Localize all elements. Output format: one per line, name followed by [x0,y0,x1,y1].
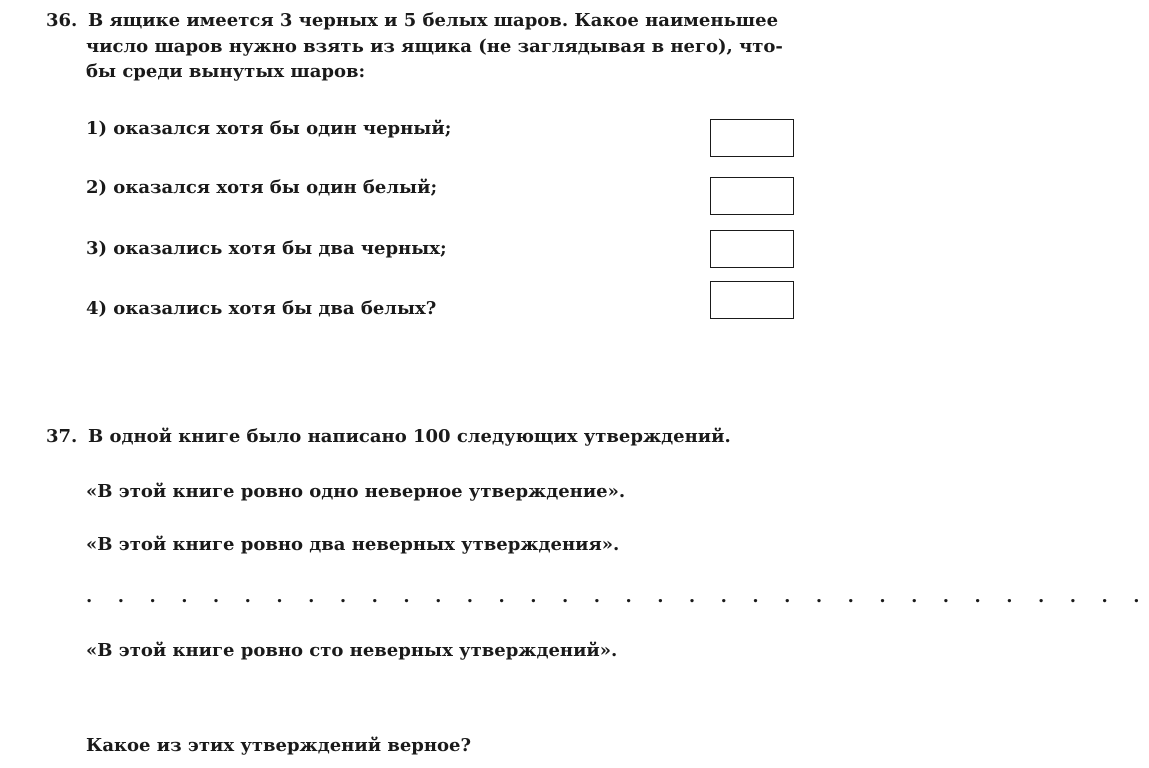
answer-box-2[interactable] [710,177,794,215]
problem-36-text-line-2: число шаров нужно взять из ящика (не заглядывая в него), что- [86,36,783,57]
problem-36-item-2: 2) оказался хотя бы один белый; [86,177,438,198]
problem-37-number: 37. [46,426,78,447]
answer-box-3[interactable] [710,230,794,268]
problem-36-item-1: 1) оказался хотя бы один черный; [86,118,452,139]
problem-37-intro: В одной книге было написано 100 следующих утверждений. [88,426,731,447]
problem-36-item-3: 3) оказались хотя бы два черных; [86,238,447,259]
problem-36-text-line-3: бы среди вынутых шаров: [86,61,366,82]
ellipsis-row: . . . . . . . . . . . . . . . . . . . . . . . . . . . . . . . . . . [86,586,1149,607]
statement-1: «В этой книге ровно одно неверное утверждение». [86,481,626,502]
statement-2: «В этой книге ровно два неверных утверждения». [86,534,620,555]
problem-36-item-4: 4) оказались хотя бы два белых? [86,298,437,319]
problem-36-text-line-1: В ящике имеется 3 черных и 5 белых шаров. Какое наименьшее [88,10,779,31]
problem-36-number: 36. [46,10,78,31]
statement-100: «В этой книге ровно сто неверных утверждений». [86,640,618,661]
problem-37-question: Какое из этих утверждений верное? [86,735,472,756]
answer-box-1[interactable] [710,119,794,157]
answer-box-4[interactable] [710,281,794,319]
